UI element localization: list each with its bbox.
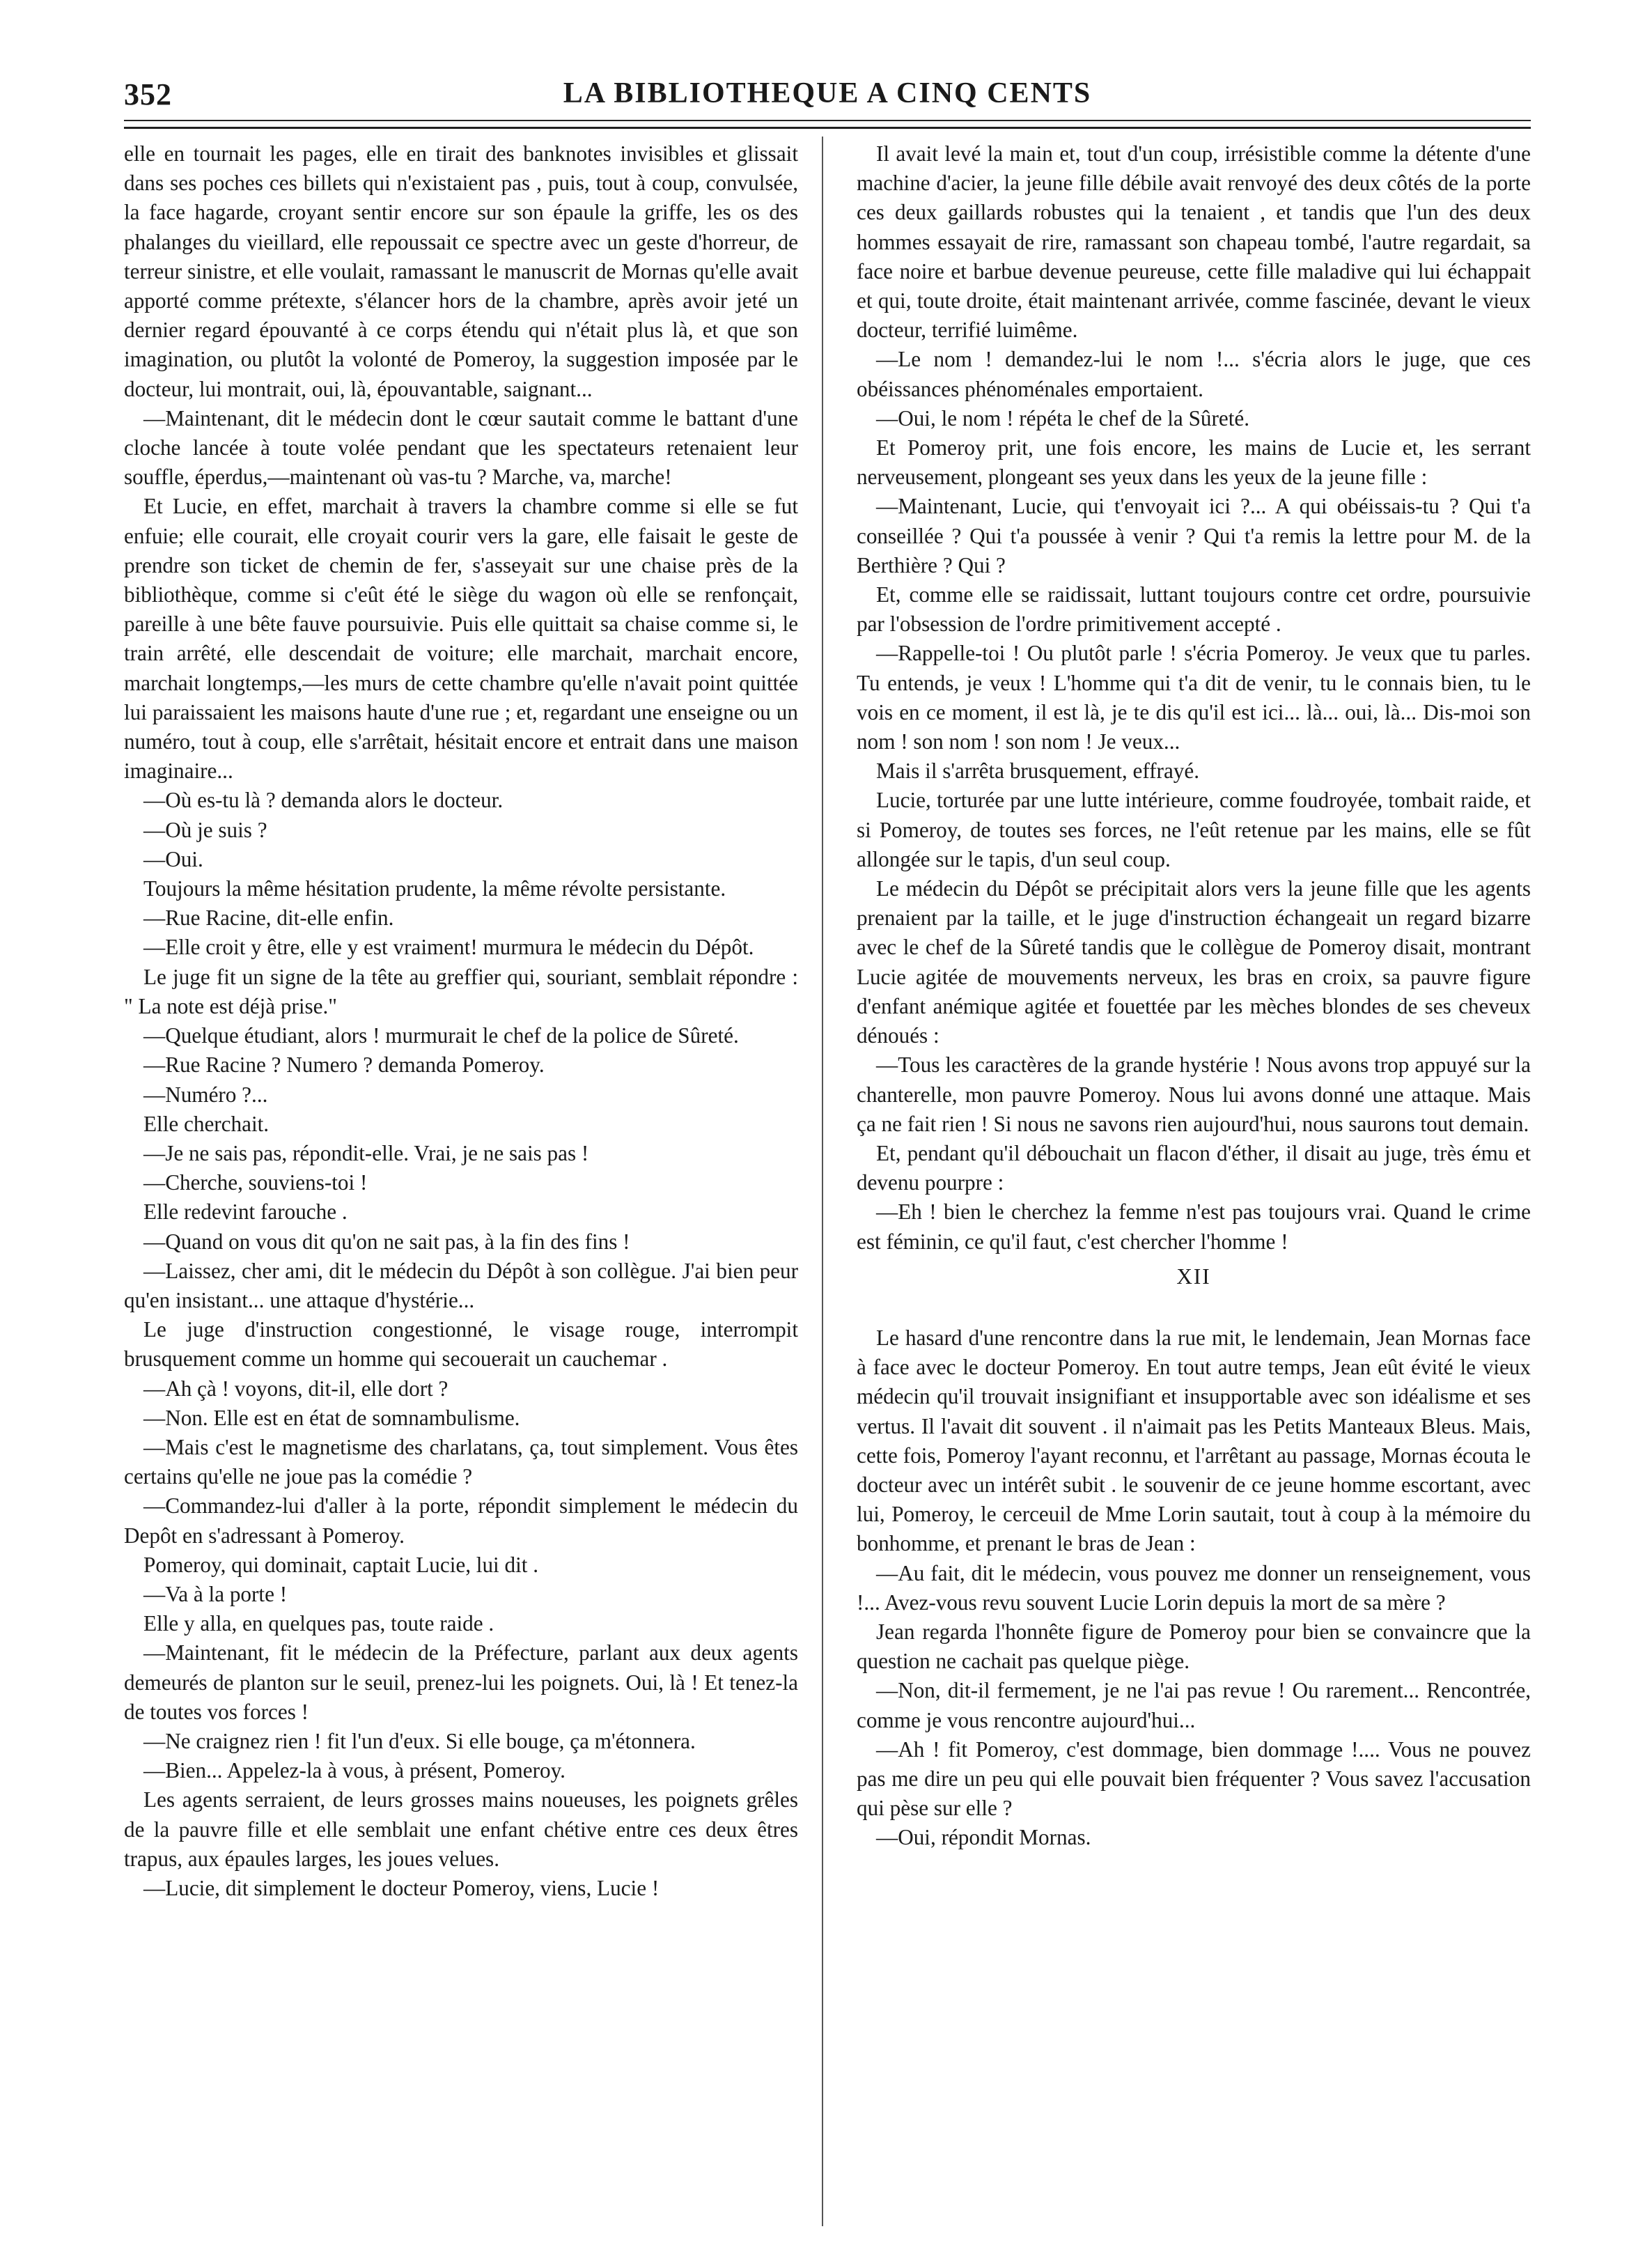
- paragraph: Jean regarda l'honnête figure de Pomeroy pour bien se convaincre que la question ne cachait pas quelque piège.: [857, 1619, 1531, 1674]
- paragraph: —Bien... Appelez-la à vous, à présent, Pomeroy.: [143, 1758, 566, 1783]
- paragraph: —Rappelle-toi ! Ou plutôt parle ! s'écria Pomeroy. Je veux que tu parles. Tu entends, je veux ! L'homme qui t'a dit de venir, tu le connais bien, tu le vois en ce moment, il est là, je te dis qu'il est ici... là... oui, là... Dis-moi son nom ! son nom ! son nom ! Je veux...: [857, 641, 1531, 754]
- paragraph: —Où je suis ?: [143, 817, 267, 842]
- paragraph: —Non. Elle est en état de somnambulisme.: [143, 1405, 520, 1430]
- paragraph: Lucie, torturée par une lutte intérieure, comme foudroyée, tombait raide, et si Pomeroy, de toutes ses forces, ne l'eût retenue par les mains, elle se fût allongée sur le tapis, d'un seul coup.: [857, 788, 1531, 871]
- header-rule-thick: [124, 127, 1531, 129]
- paragraph: —Rue Racine ? Numero ? demanda Pomeroy.: [143, 1053, 545, 1078]
- paragraph: Il avait levé la main et, tout d'un coup, irrésistible comme la détente d'une machine d'acier, la jeune fille débile avait renvoyé des deux côtés de la porte ces deux gaillards robustes qui la tenaient , et tandis que l'un des deux hommes essayait de rire, ramassant son chapeau tombé, l'autre regardait, sa face noire et barbue devenue peureuse, cette fille maladive qui lui échappait et qui, toute droite, était maintenant arrivée, comme fascinée, devant le vieux docteur, terrifié luimême.: [857, 141, 1531, 343]
- paragraph: —Maintenant, dit le médecin dont le cœur sautait comme le battant d'une cloche lancée à toute volée pendant que les spectateurs retenaient leur souffle, éperdus,—maintenant où vas-tu ? Marche, va, marche!: [124, 405, 798, 490]
- paragraph: Elle cherchait.: [143, 1111, 270, 1136]
- paragraph: —Quand on vous dit qu'on ne sait pas, à la fin des fins !: [143, 1229, 630, 1254]
- paragraph: Le juge fit un signe de la tête au greffier qui, souriant, semblait répondre : " La note est déjà prise.": [124, 964, 798, 1018]
- paragraph: —Ne craignez rien ! fit l'un d'eux. Si elle bouge, ça m'étonnera.: [143, 1728, 696, 1753]
- paragraph: —Je ne sais pas, répondit-elle. Vrai, je ne sais pas !: [143, 1140, 589, 1165]
- header-rule-thin: [124, 120, 1531, 121]
- right-column: [857, 139, 1531, 1853]
- paragraph: —Au fait, dit le médecin, vous pouvez me donner un renseignement, vous !... Avez-vous revu souvent Lucie Lorin depuis la mort de sa mère ?: [857, 1560, 1531, 1615]
- paragraph: —Lucie, dit simplement le docteur Pomeroy, viens, Lucie !: [143, 1875, 660, 1900]
- paragraph: Le hasard d'une rencontre dans la rue mit, le lendemain, Jean Mornas face à face avec le docteur Pomeroy. En tout autre temps, Jean eût évité le vieux médecin qu'il trouvait insignifiant et insupportable avec son idéalisme et ses vertus. Il l'avait dit souvent . il n'aimait pas les Petits Manteaux Bleus. Mais, cette fois, Pomeroy l'ayant reconnu, et l'arrêtant au passage, Mornas écouta le docteur avec un intérêt subit . le souvenir de ce jeune homme escortant, avec lui, Pomeroy, le cerceuil de Mme Lorin sautait, tout à coup à la mémoire du bonhomme, et prenant le bras de Jean :: [857, 1325, 1531, 1556]
- paragraph: Toujours la même hésitation prudente, la même révolte persistante.: [143, 876, 726, 901]
- paragraph: —Eh ! bien le cherchez la femme n'est pas toujours vrai. Quand le crime est féminin, ce qu'il faut, c'est chercher l'homme !: [857, 1199, 1531, 1254]
- paragraph: —Rue Racine, dit-elle enfin.: [143, 906, 394, 931]
- running-title: LA BIBLIOTHEQUE A CINQ CENTS: [563, 77, 1092, 109]
- paragraph: elle en tournait les pages, elle en tirait des banknotes invisibles et glissait dans ses poches ces billets qui n'existaient pas , puis, tout à coup, convulsée, la face hagarde, croyant sentir encore sur son épaule la griffe, les os des phalanges du vieillard, elle repoussait ce spectre avec un geste d'horreur, de terreur sinistre, et elle voulait, ramassant le manuscrit de Mornas qu'elle avait apporté comme prétexte, s'élancer hors de la chambre, après avoir jeté un dernier regard épouvanté à ce corps étendu qui n'était plus là, et que son imagination, ou plutôt la volonté de Pomeroy, la suggestion imposée par le docteur, lui montrait, oui, là, épouvantable, saignant...: [124, 141, 798, 401]
- paragraph: Les agents serraient, de leurs grosses mains noueuses, les poignets grêles de la pauvre fille et elle semblait une enfant chétive entre ces deux êtres trapus, aux épaules larges, les joues velues.: [124, 1787, 798, 1871]
- paragraph: Pomeroy, qui dominait, captait Lucie, lui dit .: [143, 1552, 539, 1577]
- paragraph: —Oui, le nom ! répéta le chef de la Sûreté.: [876, 405, 1250, 430]
- paragraph: Mais il s'arrêta brusquement, effrayé.: [876, 759, 1200, 784]
- paragraph: —Ah çà ! voyons, dit-il, elle dort ?: [143, 1376, 449, 1401]
- paragraph: —Non, dit-il fermement, je ne l'ai pas revue ! Ou rarement... Rencontrée, comme je vous rencontre aujourd'hui...: [857, 1678, 1531, 1732]
- paragraph: Et Lucie, en effet, marchait à travers la chambre comme si elle se fut enfuie; elle courait, elle croyait courir vers la gare, elle faisait le geste de prendre son ticket de chemin de fer, s'asseyait sur une chaise près de la bibliothèque, comme si c'eût été le siège du wagon où elle se renfonçait, pareille à une bête fauve poursuivie. Puis elle quittait sa chaise comme si, le train arrêté, elle descendait de voiture; elle marchait, marchait encore, marchait longtemps,—les murs de cette chambre qu'elle n'avait point quittée lui paraissaient les maisons haute d'une rue ; et, regardant une enseigne ou un numéro, tout à coup, elle s'arrêtait, hésitait encore et entrait dans une maison imaginaire...: [124, 494, 798, 784]
- page-number: 352: [124, 77, 172, 111]
- paragraph: —Laissez, cher ami, dit le médecin du Dépôt à son collègue. J'ai bien peur qu'en insistant... une attaque d'hystérie...: [124, 1258, 798, 1312]
- paragraph: —Où es-tu là ? demanda alors le docteur.: [143, 788, 504, 813]
- paragraph: —Elle croit y être, elle y est vraiment! murmura le médecin du Dépôt.: [143, 935, 754, 960]
- paragraph: —Mais c'est le magnetisme des charlatans, ça, tout simplement. Vous êtes certains qu'elle ne joue pas la comédie ?: [124, 1434, 798, 1489]
- paragraph: Elle redevint farouche .: [143, 1199, 348, 1225]
- paragraph: —Maintenant, fit le médecin de la Préfecture, parlant aux deux agents demeurés de planton sur le seuil, prenez-lui les poignets. Oui, là ! Et tenez-la de toutes vos forces !: [124, 1640, 798, 1724]
- paragraph: —Quelque étudiant, alors ! murmurait le chef de la police de Sûreté.: [143, 1023, 739, 1048]
- paragraph: Et, pendant qu'il débouchait un flacon d'éther, il disait au juge, très ému et devenu pourpre :: [857, 1140, 1531, 1195]
- paragraph: —Ah ! fit Pomeroy, c'est dommage, bien dommage !.... Vous ne pouvez pas me dire un peu qui elle pouvait bien fréquenter ? Vous savez l'accusation qui pèse sur elle ?: [857, 1737, 1531, 1821]
- page-header: [124, 77, 1531, 118]
- left-column: [124, 139, 798, 1903]
- column-divider: [822, 137, 823, 2226]
- paragraph: —Commandez-lui d'aller à la porte, répondit simplement le médecin du Depôt en s'adressant à Pomeroy.: [124, 1493, 798, 1548]
- paragraph: Le juge d'instruction congestionné, le visage rouge, interrompit brusquement comme un homme qui secouerait un cauchemar .: [124, 1317, 798, 1372]
- paragraph: —Cherche, souviens-toi !: [143, 1170, 368, 1195]
- paragraph: —Tous les caractères de la grande hystérie ! Nous avons trop appuyé sur la chanterelle, mon pauvre Pomeroy. Nous lui avons donné une attaque. Mais ça ne fait rien ! Si nous ne savons rien aujourd'hui, nous saurons tout demain.: [857, 1053, 1531, 1136]
- paragraph: Elle y alla, en quelques pas, toute raide .: [143, 1611, 494, 1636]
- paragraph: —Le nom ! demandez-lui le nom !... s'écria alors le juge, que ces obéissances phénoménales emportaient.: [857, 347, 1531, 401]
- paragraph: Et Pomeroy prit, une fois encore, les mains de Lucie et, les serrant nerveusement, plongeant ses yeux dans les yeux de la jeune fille :: [857, 435, 1531, 490]
- paragraph: —Maintenant, Lucie, qui t'envoyait ici ?... A qui obéissais-tu ? Qui t'a conseillée ? Qui t'a poussée à venir ? Qui t'a remis la lettre pour M. de la Berthière ? Qui ?: [857, 494, 1531, 577]
- paragraph: —Numéro ?...: [143, 1082, 268, 1107]
- paragraph: —Oui.: [143, 846, 203, 871]
- paragraph: —Oui, répondit Mornas.: [876, 1825, 1091, 1850]
- paragraph: —Va à la porte !: [143, 1581, 288, 1606]
- paragraph: Et, comme elle se raidissait, luttant toujours contre cet ordre, poursuivie par l'obsession de l'ordre primitivement accepté .: [857, 582, 1531, 637]
- chapter-heading: XII: [1176, 1264, 1211, 1289]
- paragraph: Le médecin du Dépôt se précipitait alors vers la jeune fille que les agents prenaient par la taille, et le juge d'instruction échangeait un regard bizarre avec le chef de la Sûreté tandis que le collègue de Pomeroy disait, montrant Lucie agitée de mouvements nerveux, les bras en croix, sa pauvre figure d'enfant anémique agitée et fouettée par les mèches blondes de ses cheveux dénoués :: [857, 876, 1531, 1048]
